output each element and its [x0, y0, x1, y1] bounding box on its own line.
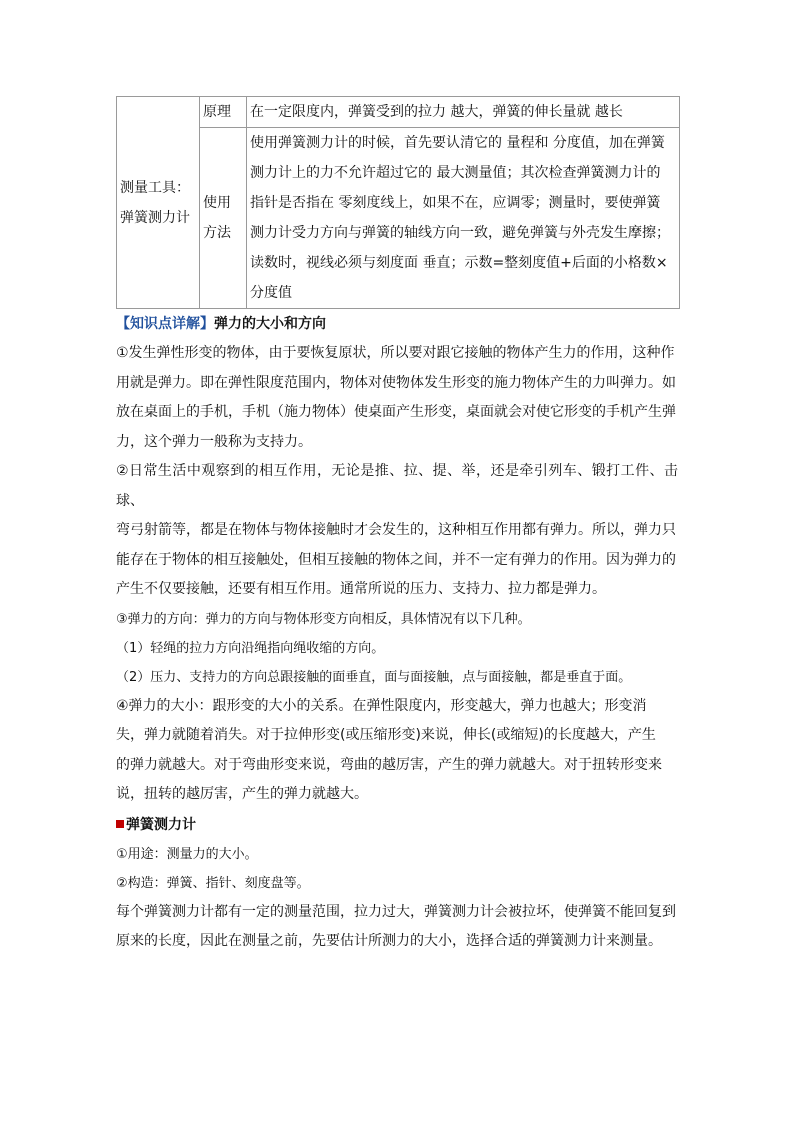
text-line: 说，扭转的越厉害，产生的弹力就越大。 [116, 786, 368, 802]
document-page [116, 96, 678, 957]
section1-title: 弹力的大小和方向 [214, 316, 326, 332]
text-line: 力，这个弹力一般称为支持力。 [116, 433, 312, 450]
usage-line: 分度值 [250, 285, 292, 301]
usage-line: 测力计上的力不允许超过它的 最大测量值；其次检查弹簧测力计的 [250, 165, 661, 181]
paragraph-structure: ②构造：弹簧、指针、刻度盘等。 [116, 875, 310, 891]
knowledge-tag: 【知识点详解】 [116, 316, 214, 332]
text-line: 能存在于物体的相互接触处，但相互接触的物体之间，并不一定有弹力的作用。因为弹力的 [116, 551, 676, 568]
red-square-icon [116, 820, 124, 828]
text-line: 每个弹簧测力计都有一定的测量范围，拉力过大，弹簧测力计会被拉坏，使弹簧不能回复到 [116, 903, 676, 920]
text-line: 的弹力就越大。对于弯曲形变来说，弯曲的越厉害，产生的弹力就越大。对于扭转形变来 [116, 756, 662, 773]
tool-label-cell [117, 97, 200, 309]
usage-line: 使用弹簧测力计的时候，首先要认清它的 量程和 分度值，加在弹簧 [250, 135, 665, 151]
principle-text: 在一定限度内，弹簧受到的拉力 越大，弹簧的伸长量就 越长 [247, 97, 680, 128]
paragraph-pressure: （2）压力、支持力的方向总跟接触的面垂直，面与面接触，点与面接触，都是垂直于面。 [116, 669, 632, 685]
principle-label: 原理 [200, 97, 247, 128]
paragraph-range [116, 898, 678, 957]
paragraph-elastic-force-def [116, 339, 678, 457]
paragraph-rope: （1）轻绳的拉力方向沿绳指向绳收缩的方向。 [116, 640, 385, 656]
usage-text-cell [247, 128, 680, 309]
usage-line: 读数时，视线必须与刻度面 垂直；示数=整刻度值+后面的小格数× [250, 255, 668, 271]
section1-heading [116, 309, 678, 339]
tool-label-line1: 测量工具： [120, 179, 190, 196]
paragraph-use: ①用途：测量力的大小。 [116, 846, 258, 862]
usage-line: 测力计受力方向与弹簧的轴线方向一致，避免弹簧与外壳发生摩擦； [250, 225, 670, 241]
text-line: 用就是弹力。即在弹性限度范围内，物体对使物体发生形变的施力物体产生的力叫弹力。如 [116, 374, 676, 391]
text-line: 原来的长度，因此在测量之前，先要估计所测力的大小，选择合适的弹簧测力计来测量。 [116, 933, 662, 949]
spring-scale-table [116, 96, 680, 309]
paragraph-direction: ③弹力的方向：弹力的方向与物体形变方向相反，具体情况有以下几种。 [116, 611, 531, 627]
usage-label-line1: 使用 [203, 195, 231, 211]
text-line: ②日常生活中观察到的相互作用，无论是推、拉、提、举，还是牵引列车、锻打工件、击球、 [116, 463, 678, 509]
section2-heading [116, 810, 678, 840]
text-line: 弯弓射箭等，都是在物体与物体接触时才会发生的，这种相互作用都有弹力。所以，弹力只 [116, 522, 676, 538]
tool-label-line2: 弹簧测力计 [120, 209, 190, 226]
usage-label-cell [200, 128, 247, 309]
text-line: ④弹力的大小：跟形变的大小的关系。在弹性限度内，形变越大，弹力也越大；形变消 [116, 697, 647, 714]
usage-line: 指针是否指在 零刻度线上，如果不在，应调零；测量时，要使弹簧 [250, 195, 661, 211]
section2-title: 弹簧测力计 [126, 816, 196, 833]
text-line: 产生不仅要接触，还要有相互作用。通常所说的压力、支持力、拉力都是弹力。 [116, 581, 606, 597]
text-line: 放在桌面上的手机，手机（施力物体）使桌面产生形变，桌面就会对使它形变的手机产生弹 [116, 404, 676, 420]
text-line: ①发生弹性形变的物体，由于要恢复原状，所以要对跟它接触的物体产生力的作用，这种作 [116, 345, 675, 361]
usage-label-line2: 方法 [203, 225, 231, 241]
paragraph-daily-life [116, 457, 678, 605]
paragraph-magnitude [116, 692, 678, 810]
text-line: 失，弹力就随着消失。对于拉伸形变(或压缩形变)来说，伸长(或缩短)的长度越大，产生 [116, 727, 656, 743]
